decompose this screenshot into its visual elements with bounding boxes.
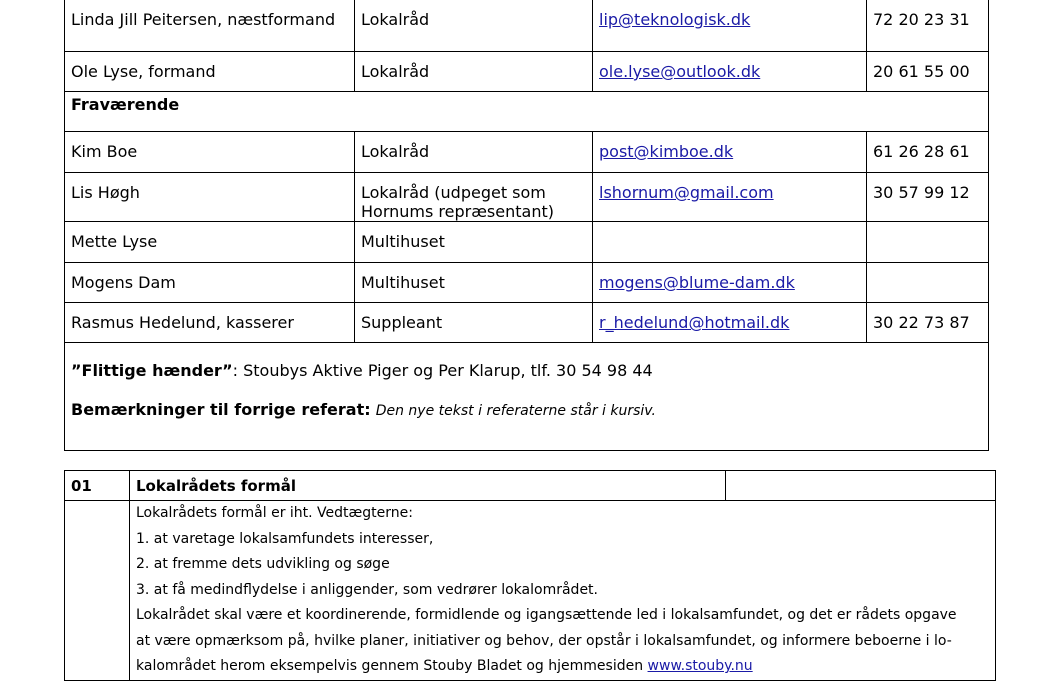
helpers-text: : Stoubys Aktive Piger og Per Klarup, tlf. 30 54 98 44 xyxy=(232,361,653,380)
helpers-label: ”Flittige hænder” xyxy=(71,361,233,380)
member-phone xyxy=(867,222,989,263)
helpers-note xyxy=(71,361,982,381)
member-phone: 72 20 23 31 xyxy=(867,0,989,52)
member-role: Lokalråd xyxy=(355,52,593,92)
member-phone: 61 26 28 61 xyxy=(867,132,989,173)
member-row xyxy=(65,132,989,173)
agenda-table xyxy=(64,470,996,681)
member-phone: 30 57 99 12 xyxy=(867,173,989,222)
member-row xyxy=(65,263,989,303)
member-role: Lokalråd xyxy=(355,132,593,173)
member-row xyxy=(65,222,989,263)
member-role: Suppleant xyxy=(355,303,593,343)
agenda-body-line: at være opmærksom på, hvilke planer, initiativer og behov, der opstår i lokalsamfundet, og informere beboerne i lo- xyxy=(136,632,952,649)
member-name: Ole Lyse, formand xyxy=(65,52,355,92)
member-row xyxy=(65,52,989,92)
member-email xyxy=(593,0,867,52)
email-link[interactable]: post@kimboe.dk xyxy=(599,142,734,161)
email-link[interactable]: mogens@blume-dam.dk xyxy=(599,273,795,292)
email-link[interactable]: r_hedelund@hotmail.dk xyxy=(599,313,790,332)
member-email xyxy=(593,132,867,173)
member-name: Linda Jill Peitersen, næstformand xyxy=(65,0,355,52)
agenda-body-line: Lokalrådets formål er iht. Vedtægterne: xyxy=(136,505,413,521)
agenda-last-line-text: kalområdet herom eksempelvis gennem Stouby Bladet og hjemmesiden xyxy=(136,658,648,674)
member-name: Kim Boe xyxy=(65,132,355,173)
remarks-note xyxy=(71,400,982,421)
member-email xyxy=(593,173,867,222)
member-row xyxy=(65,173,989,222)
absent-section-label: Fraværende xyxy=(65,92,989,132)
agenda-number-spacer xyxy=(65,501,130,681)
email-link[interactable]: lshornum@gmail.com xyxy=(599,183,774,202)
agenda-item-title: Lokalrådets formål xyxy=(130,471,726,501)
website-link[interactable]: www.stouby.nu xyxy=(647,658,753,674)
attendance-table xyxy=(64,0,989,451)
member-phone: 20 61 55 00 xyxy=(867,52,989,92)
member-row xyxy=(65,303,989,343)
member-email xyxy=(593,263,867,303)
agenda-body-line: Lokalrådet skal være et koordinerende, formidlende og igangsættende led i lokalsamfundet, og det er rådets opgave xyxy=(136,607,957,623)
email-link[interactable]: lip@teknologisk.dk xyxy=(599,10,751,29)
member-email xyxy=(593,52,867,92)
agenda-body-line xyxy=(136,654,989,680)
member-role: Multihuset xyxy=(355,222,593,263)
agenda-item-body xyxy=(130,501,996,681)
agenda-body-line: 3. at få medindflydelse i anliggender, som vedrører lokalområdet. xyxy=(136,581,598,598)
agenda-body-line: 2. at fremme dets udvikling og søge xyxy=(136,556,390,572)
agenda-item-number: 01 xyxy=(65,471,130,501)
email-link[interactable]: ole.lyse@outlook.dk xyxy=(599,62,761,81)
member-phone xyxy=(867,263,989,303)
remarks-label: Bemærkninger til forrige referat: xyxy=(71,400,371,419)
member-email xyxy=(593,222,867,263)
member-row xyxy=(65,0,989,52)
member-name: Mogens Dam xyxy=(65,263,355,303)
member-role: Lokalråd xyxy=(355,0,593,52)
member-name: Rasmus Hedelund, kasserer xyxy=(65,303,355,343)
member-name: Lis Høgh xyxy=(65,173,355,222)
member-role: Multihuset xyxy=(355,263,593,303)
agenda-item-empty-cell xyxy=(726,471,996,501)
member-role: Lokalråd (udpeget som Hornums repræsentant) xyxy=(355,173,593,222)
member-phone: 30 22 73 87 xyxy=(867,303,989,343)
agenda-body-line: 1. at varetage lokalsamfundets interesser, xyxy=(136,530,434,547)
member-name: Mette Lyse xyxy=(65,222,355,263)
member-email xyxy=(593,303,867,343)
remarks-text: Den nye tekst i referaterne står i kursiv. xyxy=(375,403,656,419)
notes-cell xyxy=(65,343,989,451)
